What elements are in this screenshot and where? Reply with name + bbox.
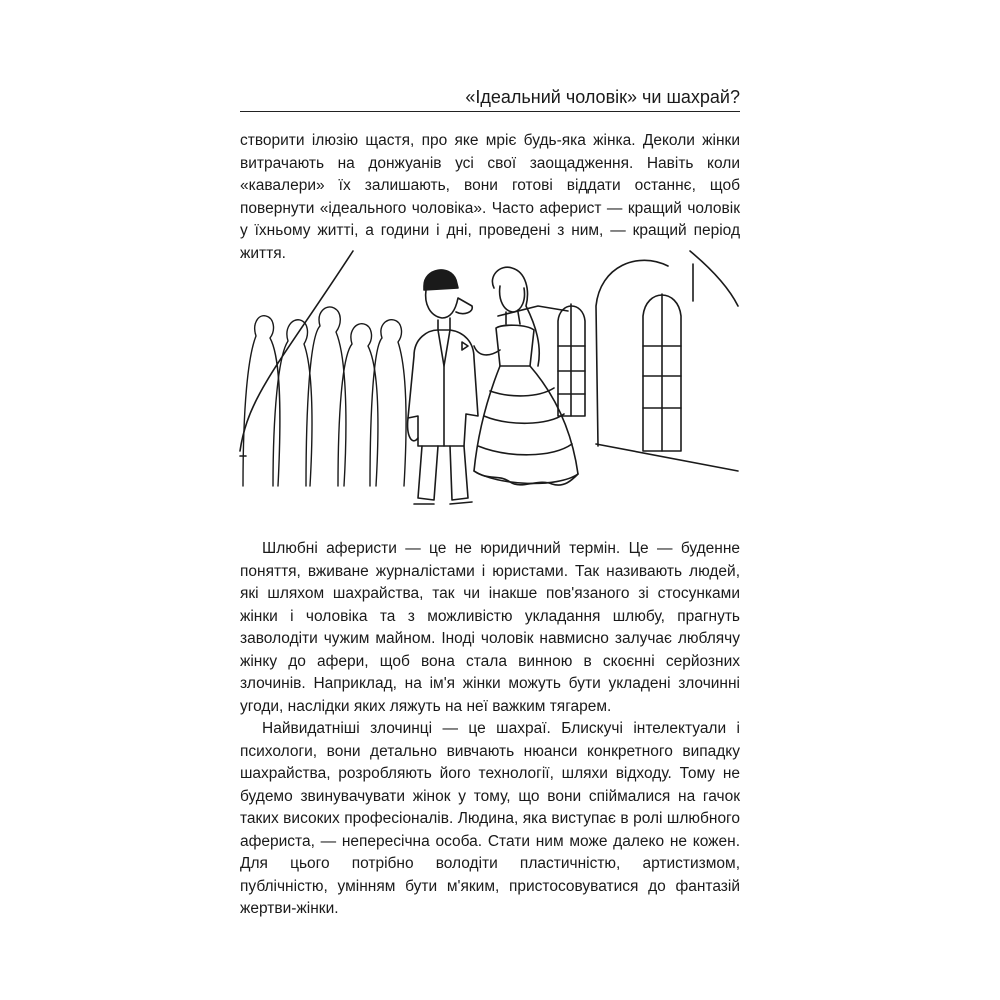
groom-helmet-icon [424,270,458,290]
groom-figure-icon [408,270,478,504]
floor-line [596,444,738,471]
bride-bodice [496,325,534,366]
left-arch-line [240,251,353,451]
paragraph-1: створити ілюзію щастя, про яке мріє будь-яка жінка. Деколи жінки витрачають на донжуанів усі свої заощадження. Навіть коли «кавалери» їх залишають, вони готові віддати останнє, щоб повернути «ідеального чоловіка». Часто аферист — кращий чоловік у їхньому житті, а години і дні, проведені з ним, — кращий період життя. [240,132,740,262]
wedding-illustration [238,246,742,518]
running-title: «Ідеальний чоловік» чи шахрай? [465,87,740,107]
paragraph-3: Найвидатніші злочинці — це шахраї. Блискучі інтелектуали і психологи, вони детально вивчають нюанси конкретного випадку шахрайства, розробляють його технології, шляхи відходу. Тому не будемо звинувачувати жінок у тому, що вони спіймалися на гачок таких високих професіоналів. Людина, яка виступає в ролі шлюбного афериста, — непересічна особа. Стати ним може далеко не кожен. Для цього потрібно володіти пластичністю, артистизмом, публічністю, умінням бути м'яким, пристосовуватися до фантазій жертви-жінки. [240,720,740,917]
text-block-bottom [240,538,740,921]
header-rule [240,111,740,112]
bride-dress [474,366,578,483]
bride-figure-icon [474,267,578,485]
crowd-silhouettes-icon [243,307,406,486]
right-arch-outer [596,260,668,446]
right-arch-far [690,251,738,306]
groom-jacket [408,330,478,446]
paragraph-2: Шлюбні аферисти — це не юридичний термін. Це — буденне поняття, вживане журналістами і юристами. Так називають людей, які шляхом шахрайства, так чи інакше пов'язаного зі стосунками жінки і чоловіка та з можливістю укладання шлюбу, прагнуть заволодіти чужим майном. Іноді чоловік навмисно залучає люблячу жінку до афери, щоб вона стала винною в скоєнні серйозних злочинів. Наприклад, на ім'я жінки можуть бути укладені злочинні угоди, наслідки яких ляжуть на неї важким тягарем. [240,540,740,715]
left-window-icon [558,304,585,416]
text-block-top [240,130,740,265]
right-window-icon [643,294,681,451]
